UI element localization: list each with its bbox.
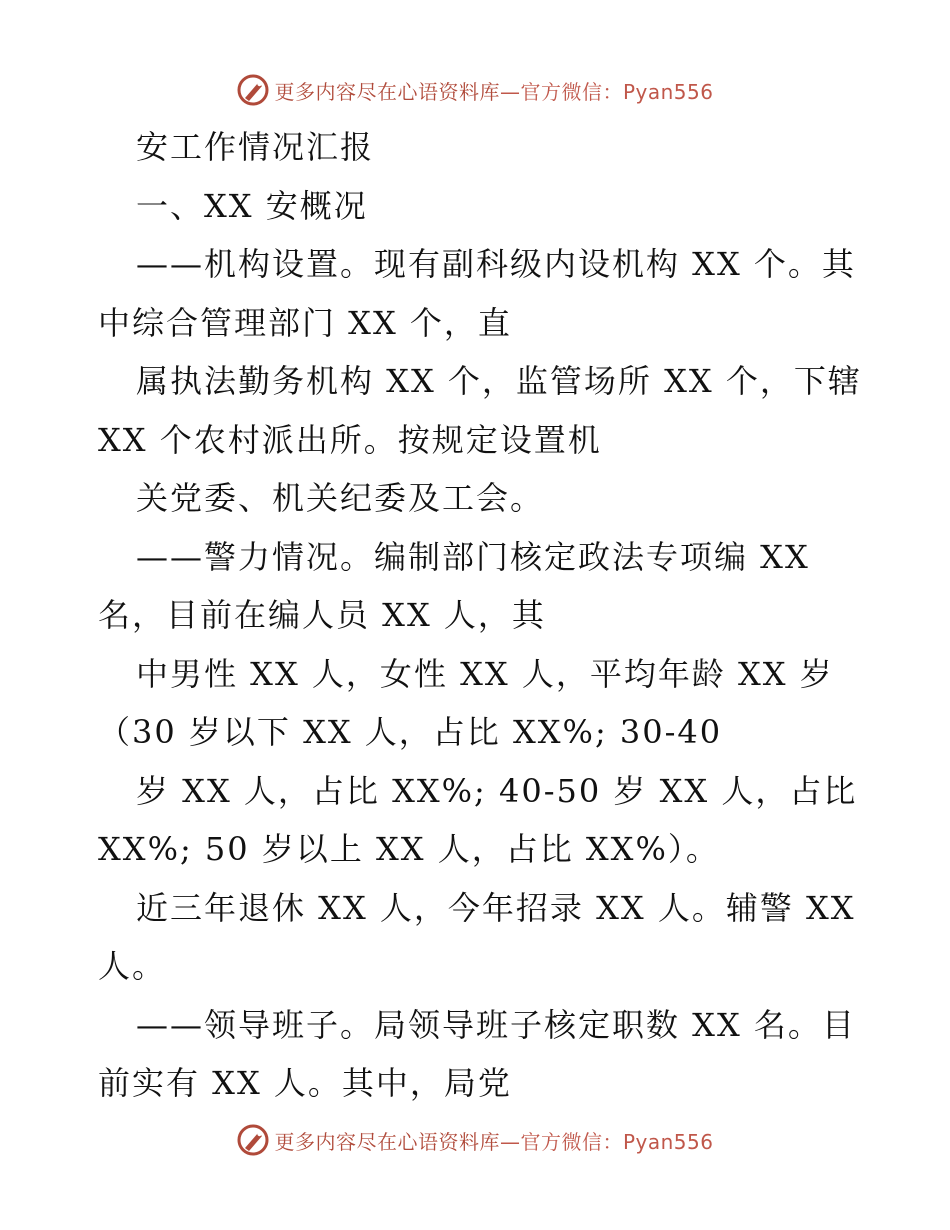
text-line: 名，目前在编人员 XX 人，其 — [98, 596, 546, 634]
watermark-text — [274, 1126, 713, 1155]
watermark-contact: 官方微信：Pyan556 — [520, 79, 714, 104]
text-line: （30 岁以下 XX 人，占比 XX%; 30-40 — [98, 713, 723, 751]
pen-logo-icon — [236, 73, 270, 107]
watermark-brand: 更多内容尽在心语资料库 — [274, 79, 500, 104]
pen-logo-icon — [236, 1123, 270, 1157]
text-line: 中综合管理部门 XX 个，直 — [98, 303, 512, 342]
text-line: 人。 — [98, 947, 167, 985]
watermark-contact: 官方微信：Pyan556 — [520, 1129, 714, 1154]
footer-watermark — [0, 1120, 950, 1160]
text-line: 中男性 XX 人，女性 XX 人，平均年龄 XX 岁 — [136, 654, 834, 693]
text-line: 前实有 XX 人。其中，局党 — [98, 1064, 512, 1102]
watermark-separator: — — [499, 79, 521, 104]
document-body — [98, 118, 862, 1113]
watermark-brand: 更多内容尽在心语资料库 — [274, 1129, 500, 1154]
header-watermark — [0, 70, 950, 110]
text-line: 近三年退休 XX 人，今年招录 XX 人。辅警 XX — [136, 888, 856, 927]
text-line: ——领导班子。局领导班子核定职数 XX 名。目 — [136, 1005, 856, 1044]
text-line: XX 个农村派出所。按规定设置机 — [98, 420, 602, 459]
text-line: XX%; 50 岁以上 XX 人，占比 XX%）。 — [98, 830, 720, 868]
text-line: ——机构设置。现有副科级内设机构 XX 个。其 — [136, 245, 856, 283]
text-line: 关党委、机关纪委及工会。 — [136, 479, 545, 517]
text-line: 一、XX 安概况 — [136, 186, 368, 225]
text-line: 安工作情况汇报 — [136, 128, 375, 166]
text-line: 属执法勤务机构 XX 个，监管场所 XX 个，下辖 — [136, 362, 862, 400]
watermark-text — [274, 76, 713, 105]
text-line: ——警力情况。编制部门核定政法专项编 XX — [136, 537, 810, 576]
text-line: 岁 XX 人，占比 XX%; 40-50 岁 XX 人，占比 — [136, 771, 858, 810]
watermark-separator: — — [499, 1129, 521, 1154]
